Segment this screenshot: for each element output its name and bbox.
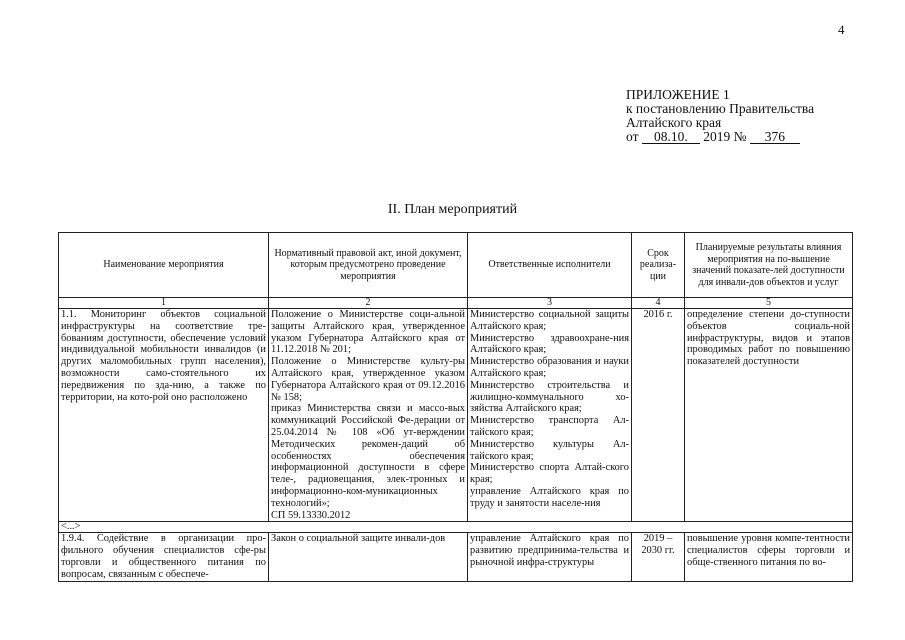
header-executors: Ответственные исполнители xyxy=(468,233,632,298)
executor-item: Министерство спорта Алтай-ского края; xyxy=(470,462,629,486)
column-number-row xyxy=(59,298,853,309)
table-row xyxy=(59,533,853,581)
result-cell: повышение уровня компе-тентности специалистов сферы торговли и обще-ственного питания по во- xyxy=(685,533,853,581)
act-item: приказ Министерства связи и массо-вых коммуникаций Российской Фе-дерации от 25.04.2014 № 108 «Об ут-верждении Методических рекомен-даций об особенностях обеспечения информационной доступности в сфере теле-, радиовещания, элек-тронных и информационно-ком-муникационных технологий»; xyxy=(271,403,465,509)
executors-cell: управление Алтайского края по развитию предпринима-тельства и рыночной инфра-структуры xyxy=(468,533,632,581)
plan-table xyxy=(58,232,853,582)
result-cell: определение степени до-ступности объектов социаль-ной инфраструктуры, видов и этапов проводимых работ по повышению показателей доступности xyxy=(685,309,853,522)
ellipsis-cell: <...> xyxy=(59,522,853,533)
section-title: II. План мероприятий xyxy=(387,202,518,217)
column-number: 4 xyxy=(632,298,685,309)
term-cell: 2016 г. xyxy=(632,309,685,522)
column-number: 1 xyxy=(59,298,269,309)
page-number: 4 xyxy=(838,22,845,37)
appendix-title: ПРИЛОЖЕНИЕ 1 xyxy=(626,87,730,102)
executor-item: Министерство образования и науки Алтайского края; xyxy=(470,356,629,379)
header-normative-act: Нормативный правовой акт, иной документ, которым предусмотрено проведение мероприятия xyxy=(269,233,468,298)
appendix-line-3: Алтайского края xyxy=(626,115,722,130)
appendix-block xyxy=(626,88,814,144)
appendix-line-2: к постановлению Правительства xyxy=(626,101,815,116)
header-results: Планируемые результаты влияния мероприятия на по-вышение значений показате-лей доступности для инвали-дов объектов и услуг xyxy=(685,233,853,298)
header-row xyxy=(59,233,853,298)
resolution-number: 376 xyxy=(750,130,800,144)
table-row xyxy=(59,309,853,522)
column-number: 2 xyxy=(269,298,468,309)
term-cell: 2019 – 2030 гг. xyxy=(632,533,685,581)
normative-act-cell xyxy=(269,309,468,522)
event-name-cell: 1.1. Мониторинг объектов социальной инфраструктуры на соответствие тре-бованиям доступности, обеспечение условий индивидуальной мобильности инвалидов (и других маломобильных групп населения), возможности само-стоятельного их передвижения по зда-нию, а также по территории, на кото-рой оно расположено xyxy=(59,309,269,522)
date-prefix: от xyxy=(626,129,639,144)
header-event-name: Наименование мероприятия xyxy=(59,233,269,298)
executor-item: Министерство культуры Ал-тайского края; xyxy=(470,438,629,462)
column-number: 5 xyxy=(685,298,853,309)
header-term: Срок реализа-ции xyxy=(632,233,685,298)
executor-item: управление Алтайского края по труду и занятости населе-ния xyxy=(470,485,629,509)
executors-cell xyxy=(468,309,632,522)
executor-item: Министерство социальной защиты Алтайского края; xyxy=(470,309,629,332)
act-item: Положение о Министерстве соци-альной защиты Алтайского края, утвержденное указом Губернатора Алтайского края от 11.12.2018 № 201; xyxy=(271,309,465,356)
executor-item: Министерство строительства и жилищно-коммунального хо-зяйства Алтайского края; xyxy=(470,379,629,415)
event-name-cell: 1.9.4. Содействие в организации про-фильного обучения специалистов сфе-ры торговли и общественного питания по вопросам, связанным с обеспече- xyxy=(59,533,269,581)
executor-item: Министерство транспорта Ал-тайского края; xyxy=(470,415,629,438)
executor-item: Министерство здравоохране-ния Алтайского края; xyxy=(470,332,629,356)
resolution-date: 08.10. xyxy=(642,130,700,144)
act-item: Положение о Министерстве культу-ры Алтайского края, утвержденное указом Губернатора Алтайского края от 09.12.2016 № 158; xyxy=(271,356,465,403)
appendix-date-line xyxy=(626,130,814,144)
column-number: 3 xyxy=(468,298,632,309)
ellipsis-row xyxy=(59,522,853,533)
act-item: СП 59.13330.2012 xyxy=(271,509,351,521)
normative-act-cell: Закон о социальной защите инвали-дов xyxy=(269,533,468,581)
year-part: 2019 № xyxy=(703,129,747,144)
